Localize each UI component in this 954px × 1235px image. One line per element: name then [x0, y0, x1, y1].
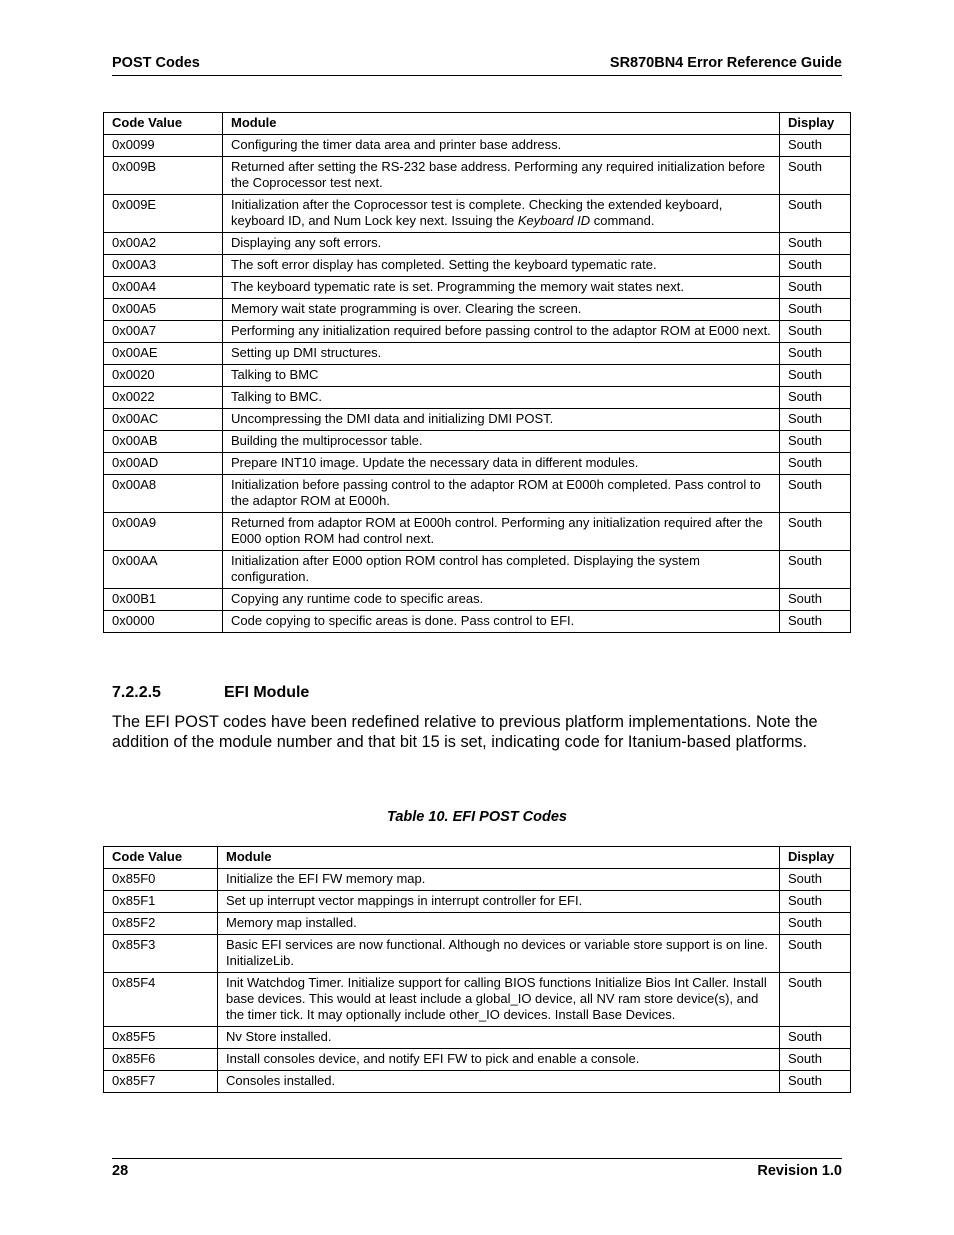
cell-code-value: 0x85F4	[104, 973, 218, 1027]
cell-module: Init Watchdog Timer. Initialize support for calling BIOS functions Initialize Bios Int Caller. Install base devices. This would at least include a global_IO device, all NV ram store device(s), and the timer tick. It may optionally include other_IO devices. Install Base Devices.	[218, 973, 780, 1027]
cell-code-value: 0x0020	[104, 365, 223, 387]
cell-module: Setting up DMI structures.	[223, 343, 780, 365]
table-row	[104, 255, 851, 277]
cell-display: South	[780, 589, 851, 611]
cell-code-value: 0x85F0	[104, 869, 218, 891]
table-row	[104, 935, 851, 973]
cell-display: South	[780, 255, 851, 277]
cell-code-value: 0x009E	[104, 195, 223, 233]
cell-display: South	[780, 475, 851, 513]
cell-code-value: 0x00A2	[104, 233, 223, 255]
cell-module: Install consoles device, and notify EFI FW to pick and enable a console.	[218, 1049, 780, 1071]
cell-module-text: Initialization after the Coprocessor test is complete. Checking the extended keyboard, keyboard ID, and Num Lock key next. Issuing the	[231, 197, 723, 228]
cell-module-text: command.	[590, 213, 655, 228]
table-row	[104, 135, 851, 157]
cell-display: South	[780, 365, 851, 387]
revision-label: Revision 1.0	[757, 1163, 842, 1179]
cell-module: Talking to BMC.	[223, 387, 780, 409]
cell-module	[223, 195, 780, 233]
cell-display: South	[780, 973, 851, 1027]
table-row	[104, 475, 851, 513]
cell-code-value: 0x85F1	[104, 891, 218, 913]
table-row	[104, 869, 851, 891]
table-row	[104, 1049, 851, 1071]
column-header-display: Display	[780, 113, 851, 135]
table-row	[104, 589, 851, 611]
section-heading	[112, 684, 309, 702]
table-row	[104, 1027, 851, 1049]
table-row	[104, 453, 851, 475]
cell-module: Memory wait state programming is over. Clearing the screen.	[223, 299, 780, 321]
page-header	[112, 55, 842, 76]
table-header-row	[104, 113, 851, 135]
cell-code-value: 0x00A3	[104, 255, 223, 277]
cell-code-value: 0x00AA	[104, 551, 223, 589]
table-row	[104, 611, 851, 633]
page-number: 28	[112, 1163, 129, 1179]
cell-code-value: 0x00A5	[104, 299, 223, 321]
cell-display: South	[780, 233, 851, 255]
cell-module: Consoles installed.	[218, 1071, 780, 1093]
cell-module: Initialization after E000 option ROM control has completed. Displaying the system configuration.	[223, 551, 780, 589]
table-row	[104, 365, 851, 387]
table-row	[104, 973, 851, 1027]
cell-module: Set up interrupt vector mappings in interrupt controller for EFI.	[218, 891, 780, 913]
cell-code-value: 0x00AB	[104, 431, 223, 453]
column-header-module: Module	[218, 847, 780, 869]
cell-display: South	[780, 321, 851, 343]
cell-code-value: 0x00AE	[104, 343, 223, 365]
cell-code-value: 0x85F5	[104, 1027, 218, 1049]
page-footer	[112, 1158, 842, 1179]
table-row	[104, 551, 851, 589]
post-codes-table	[103, 112, 851, 633]
column-header-code: Code Value	[104, 847, 218, 869]
cell-code-value: 0x0022	[104, 387, 223, 409]
cell-code-value: 0x85F6	[104, 1049, 218, 1071]
cell-module: Prepare INT10 image. Update the necessary data in different modules.	[223, 453, 780, 475]
table-row	[104, 513, 851, 551]
cell-module: Returned from adaptor ROM at E000h control. Performing any initialization required after the E000 option ROM had control next.	[223, 513, 780, 551]
cell-display: South	[780, 195, 851, 233]
table-row	[104, 233, 851, 255]
cell-code-value: 0x00AD	[104, 453, 223, 475]
header-guide-title: SR870BN4 Error Reference Guide	[609, 55, 842, 71]
cell-code-value: 0x00A9	[104, 513, 223, 551]
section-number: 7.2.2.5	[112, 684, 161, 701]
cell-display: South	[780, 891, 851, 913]
cell-display: South	[780, 551, 851, 589]
cell-code-value: 0x85F3	[104, 935, 218, 973]
cell-display: South	[780, 1049, 851, 1071]
cell-module: Displaying any soft errors.	[223, 233, 780, 255]
column-header-code: Code Value	[104, 113, 223, 135]
section-intro-paragraph: The EFI POST codes have been redefined relative to previous platform implementations. Note the addition of the module number and that bit 15 is set, indicating code for Itanium-based platforms.	[112, 713, 818, 751]
cell-display: South	[780, 387, 851, 409]
table-header-row	[104, 847, 851, 869]
cell-module: Uncompressing the DMI data and initializing DMI POST.	[223, 409, 780, 431]
cell-display: South	[780, 1027, 851, 1049]
efi-post-codes-table	[103, 846, 851, 1093]
table-row	[104, 321, 851, 343]
cell-code-value: 0x00A8	[104, 475, 223, 513]
table-row	[104, 913, 851, 935]
table-row	[104, 343, 851, 365]
cell-display: South	[780, 513, 851, 551]
table-row	[104, 409, 851, 431]
cell-module: Memory map installed.	[218, 913, 780, 935]
cell-module: Basic EFI services are now functional. Although no devices or variable store support is on line. InitializeLib.	[218, 935, 780, 973]
table-row	[104, 195, 851, 233]
table-row	[104, 277, 851, 299]
cell-module: Building the multiprocessor table.	[223, 431, 780, 453]
cell-module: Nv Store installed.	[218, 1027, 780, 1049]
cell-module: Talking to BMC	[223, 365, 780, 387]
cell-display: South	[780, 409, 851, 431]
cell-code-value: 0x85F2	[104, 913, 218, 935]
cell-display: South	[780, 935, 851, 973]
table-row	[104, 1071, 851, 1093]
table-row	[104, 299, 851, 321]
table-row	[104, 387, 851, 409]
header-section-title: POST Codes	[112, 55, 200, 71]
cell-code-value: 0x00A4	[104, 277, 223, 299]
cell-module: Returned after setting the RS-232 base address. Performing any required initialization before the Coprocessor test next.	[223, 157, 780, 195]
cell-module: Initialization before passing control to the adaptor ROM at E000h completed. Pass control to the adaptor ROM at E000h.	[223, 475, 780, 513]
table-caption: Table 10. EFI POST Codes	[387, 809, 567, 825]
cell-display: South	[780, 611, 851, 633]
cell-module: Performing any initialization required before passing control to the adaptor ROM at E000 next.	[223, 321, 780, 343]
cell-module: Code copying to specific areas is done. Pass control to EFI.	[223, 611, 780, 633]
cell-code-value: 0x00B1	[104, 589, 223, 611]
cell-display: South	[780, 157, 851, 195]
cell-display: South	[780, 343, 851, 365]
cell-display: South	[780, 1071, 851, 1093]
cell-display: South	[780, 135, 851, 157]
cell-code-value: 0x00A7	[104, 321, 223, 343]
cell-code-value: 0x009B	[104, 157, 223, 195]
table-row	[104, 157, 851, 195]
cell-module: Copying any runtime code to specific areas.	[223, 589, 780, 611]
cell-display: South	[780, 299, 851, 321]
cell-module-emphasis: Keyboard ID	[517, 213, 591, 228]
cell-module: The soft error display has completed. Setting the keyboard typematic rate.	[223, 255, 780, 277]
cell-code-value: 0x0099	[104, 135, 223, 157]
column-header-display: Display	[780, 847, 851, 869]
cell-module: The keyboard typematic rate is set. Programming the memory wait states next.	[223, 277, 780, 299]
cell-display: South	[780, 431, 851, 453]
cell-display: South	[780, 869, 851, 891]
table-row	[104, 891, 851, 913]
section-title: EFI Module	[224, 684, 310, 701]
cell-code-value: 0x0000	[104, 611, 223, 633]
cell-code-value: 0x85F7	[104, 1071, 218, 1093]
cell-display: South	[780, 453, 851, 475]
cell-module: Initialize the EFI FW memory map.	[218, 869, 780, 891]
cell-display: South	[780, 277, 851, 299]
cell-module: Configuring the timer data area and printer base address.	[223, 135, 780, 157]
column-header-module: Module	[223, 113, 780, 135]
table-row	[104, 431, 851, 453]
cell-display: South	[780, 913, 851, 935]
cell-code-value: 0x00AC	[104, 409, 223, 431]
